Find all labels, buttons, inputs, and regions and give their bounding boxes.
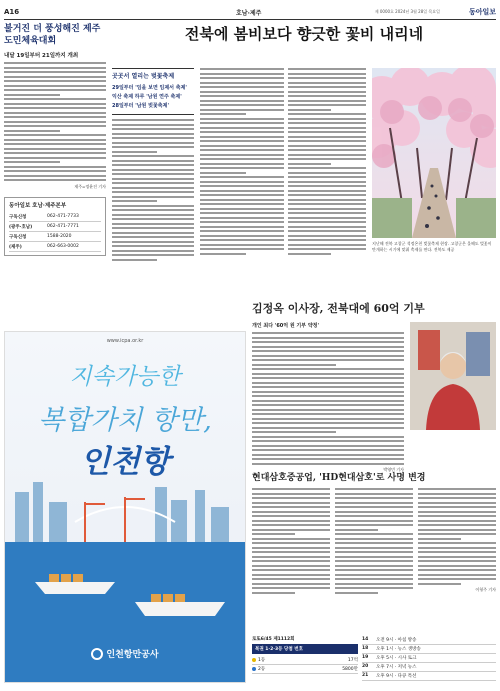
lotto-row: 2등 5800만 [252, 665, 358, 674]
lotto-row: 1등 17억 [252, 656, 358, 665]
donation-byline: 박영민 기자 [383, 467, 404, 472]
tv-row: 19 오후 5시 · 시사 토크 [362, 654, 496, 663]
issue-meta: 제 0000호 2024년 3월 28일 목요일 [374, 9, 440, 14]
left-headline: 불거진 더 풍성해진 제주 도민체육대회 [4, 24, 101, 46]
contact-box [4, 197, 106, 256]
left-article [4, 23, 106, 318]
main-column-1 [112, 68, 194, 263]
tv-row: 21 오후 9시 · 다큐 특선 [362, 672, 496, 681]
left-body-text [4, 62, 106, 181]
main-headline-area [112, 23, 496, 63]
header-rule [4, 19, 496, 20]
shipbuilding-headline: 현대삼호중공업, 'HD현대삼호'로 사명 변경 [252, 473, 426, 483]
portrait-photo [410, 322, 496, 430]
donation-headline: 김정옥 이사장, 전북대에 60억 기부 [252, 302, 425, 315]
main-boxhead: 곳곳서 열리는 벚꽃축제 29일부터 '임을 보면 임제서 축제' 익산 축제 하루 '남원 연주 축제' 28일부터 '남원 벚꽃축제' [112, 68, 194, 115]
contact-row: 구독신청 062-471-7733 [9, 212, 101, 222]
page-header [4, 6, 496, 18]
shipbuilding-article [252, 470, 496, 596]
section-title: 호남·제주 [236, 10, 262, 17]
tv-row: 14 오전 9시 · 아침 방송 [362, 636, 496, 645]
main-column-2 [200, 68, 284, 257]
ipa-logo-icon [91, 648, 103, 660]
ad-line-3: 인천항 [80, 444, 170, 480]
contact-row: (제주) 062-663-0002 [9, 242, 101, 252]
main-column-3 [288, 68, 366, 257]
tv-listing [362, 636, 496, 681]
lotto-box: 로또6/45 제1112회 복권 1·2·3등 당첨 번호 1등 17억 2등 5800만 [252, 637, 358, 672]
left-subheadline: 내달 19일부터 21일까지 개최 [4, 53, 79, 59]
contact-row: 구독신청 1588-2020 [9, 232, 101, 242]
ad-line-1: 지속가능한 [69, 364, 181, 390]
incheon-port-ad[interactable] [4, 331, 246, 683]
ad-line-2: 복합가치 항만, [38, 405, 212, 436]
tv-row: 20 오후 7시 · 저녁 뉴스 [362, 663, 496, 672]
ad-url[interactable]: www.icpa.or.kr [106, 338, 144, 344]
main-headline: 전북에 봄비보다 향긋한 꽃비 내리네 [184, 25, 424, 43]
donation-article [252, 300, 496, 473]
left-byline: 제주=정윤진 기자 [74, 183, 106, 189]
lotto-header: 복권 1·2·3등 당첨 번호 [252, 644, 358, 654]
contact-row: (광주·호남) 062-471-7771 [9, 222, 101, 232]
shipbuilding-byline: 이형주 기자 [475, 587, 496, 592]
tv-row: 18 오후 1시 · 뉴스 생방송 [362, 645, 496, 654]
donation-subheadline: 개인 최다 '60억 원 기부 약정' [252, 323, 320, 329]
photo-caption: 지난해 전북 고창군 석정온천 벚꽃축제 현장. 고창군은 올해도 벚꽃이 만개하는 시기에 맞춰 축제를 연다. 전북도 제공 [372, 241, 492, 252]
newspaper-brand: 동아일보 [468, 7, 496, 16]
ad-logo: 인천항만공사 [5, 647, 245, 661]
page-number: A16 [4, 8, 20, 16]
cherry-blossom-photo [372, 68, 496, 238]
contact-title: 동아일보 호남·제주본부 [9, 203, 67, 209]
